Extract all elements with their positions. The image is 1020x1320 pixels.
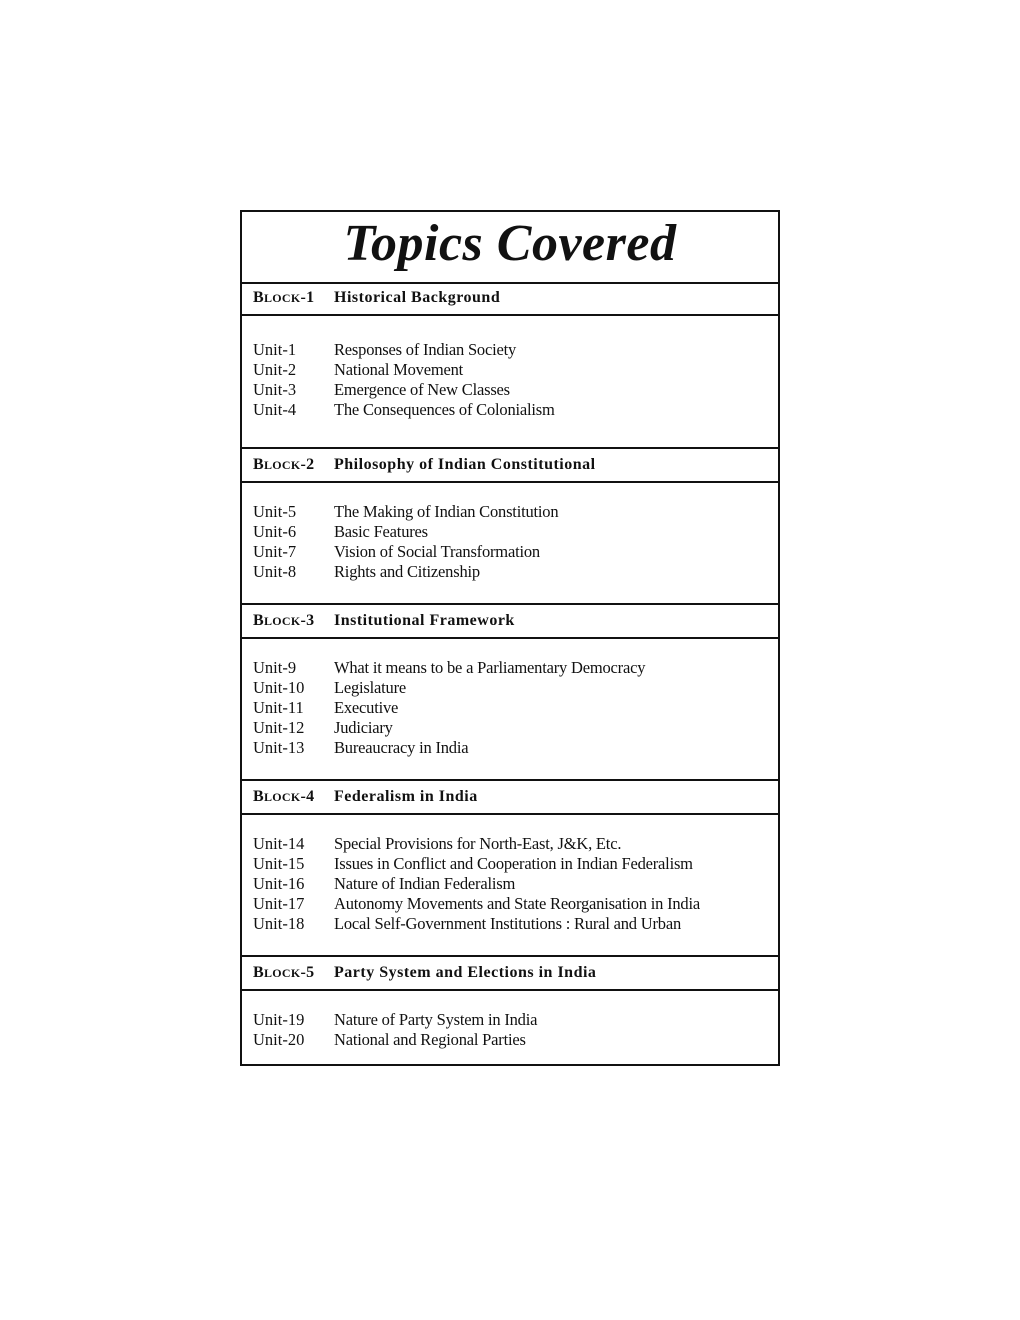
unit-row xyxy=(242,698,778,718)
unit-title: Issues in Conflict and Cooperation in Indian Federalism xyxy=(334,854,693,873)
unit-code: Unit-20 xyxy=(253,1030,305,1049)
block-header-4 xyxy=(242,779,778,815)
block-header-2 xyxy=(242,447,778,483)
unit-title: Vision of Social Transformation xyxy=(334,542,540,561)
unit-code: Unit-16 xyxy=(253,874,305,893)
unit-row xyxy=(242,914,778,934)
unit-code: Unit-11 xyxy=(253,698,304,717)
unit-list-block-1 xyxy=(242,340,778,420)
unit-title: The Making of Indian Constitution xyxy=(334,502,559,521)
unit-title: Bureaucracy in India xyxy=(334,738,469,757)
unit-code: Unit-9 xyxy=(253,658,297,677)
unit-code: Unit-18 xyxy=(253,914,305,933)
block-title: Institutional Framework xyxy=(334,612,515,629)
block-code: BLOCK-4 xyxy=(253,788,315,805)
unit-row xyxy=(242,738,778,758)
unit-code: Unit-8 xyxy=(253,562,297,581)
unit-code: Unit-5 xyxy=(253,502,297,521)
unit-title: Judiciary xyxy=(334,718,393,737)
unit-row xyxy=(242,854,778,874)
unit-code: Unit-6 xyxy=(253,522,297,541)
unit-list-block-3 xyxy=(242,658,778,758)
unit-row xyxy=(242,400,778,420)
unit-title: National and Regional Parties xyxy=(334,1030,526,1049)
unit-title: Nature of Indian Federalism xyxy=(334,874,516,893)
unit-row xyxy=(242,360,778,380)
block-header-1 xyxy=(242,282,778,316)
unit-code: Unit-3 xyxy=(253,380,297,399)
unit-code: Unit-12 xyxy=(253,718,305,737)
page-title: Topics Covered xyxy=(343,215,677,272)
unit-title: The Consequences of Colonialism xyxy=(334,400,555,419)
block-title: Party System and Elections in India xyxy=(334,964,597,981)
block-title: Historical Background xyxy=(334,289,501,306)
unit-code: Unit-2 xyxy=(253,360,297,379)
unit-row xyxy=(242,874,778,894)
unit-row xyxy=(242,1030,778,1050)
unit-title: Basic Features xyxy=(334,522,428,541)
unit-row xyxy=(242,718,778,738)
unit-title: What it means to be a Parliamentary Democracy xyxy=(334,658,646,677)
block-code: BLOCK-3 xyxy=(253,612,315,629)
unit-row xyxy=(242,658,778,678)
unit-row xyxy=(242,562,778,582)
block-code: BLOCK-2 xyxy=(253,456,315,473)
unit-code: Unit-1 xyxy=(253,340,297,359)
unit-code: Unit-17 xyxy=(253,894,305,913)
unit-title: Emergence of New Classes xyxy=(334,380,510,399)
unit-title: Special Provisions for North-East, J&K, Etc. xyxy=(334,834,622,853)
unit-row xyxy=(242,502,778,522)
unit-code: Unit-13 xyxy=(253,738,305,757)
unit-list-block-5 xyxy=(242,1010,778,1050)
title-row xyxy=(242,212,778,284)
unit-row xyxy=(242,340,778,360)
unit-title: Executive xyxy=(334,698,399,717)
unit-title: Rights and Citizenship xyxy=(334,562,480,581)
block-code: BLOCK-5 xyxy=(253,964,315,981)
unit-code: Unit-10 xyxy=(253,678,305,697)
unit-row xyxy=(242,522,778,542)
unit-title: Autonomy Movements and State Reorganisation in India xyxy=(334,894,700,913)
unit-code: Unit-19 xyxy=(253,1010,305,1029)
unit-code: Unit-4 xyxy=(253,400,297,419)
unit-list-block-4 xyxy=(242,834,778,934)
topics-covered-table xyxy=(240,210,780,1066)
unit-row xyxy=(242,894,778,914)
unit-list-block-2 xyxy=(242,502,778,582)
block-header-3 xyxy=(242,603,778,639)
unit-row xyxy=(242,678,778,698)
unit-row xyxy=(242,1010,778,1030)
unit-code: Unit-7 xyxy=(253,542,297,561)
block-code: BLOCK-1 xyxy=(253,289,315,306)
unit-row xyxy=(242,542,778,562)
unit-code: Unit-15 xyxy=(253,854,305,873)
unit-title: Nature of Party System in India xyxy=(334,1010,538,1029)
unit-title: Legislature xyxy=(334,678,407,697)
unit-title: National Movement xyxy=(334,360,464,379)
unit-title: Local Self-Government Institutions : Rural and Urban xyxy=(334,914,682,933)
unit-code: Unit-14 xyxy=(253,834,305,853)
unit-title: Responses of Indian Society xyxy=(334,340,517,359)
block-header-5 xyxy=(242,955,778,991)
unit-row xyxy=(242,380,778,400)
unit-row xyxy=(242,834,778,854)
block-title: Philosophy of Indian Constitutional xyxy=(334,456,596,473)
block-title: Federalism in India xyxy=(334,788,478,805)
